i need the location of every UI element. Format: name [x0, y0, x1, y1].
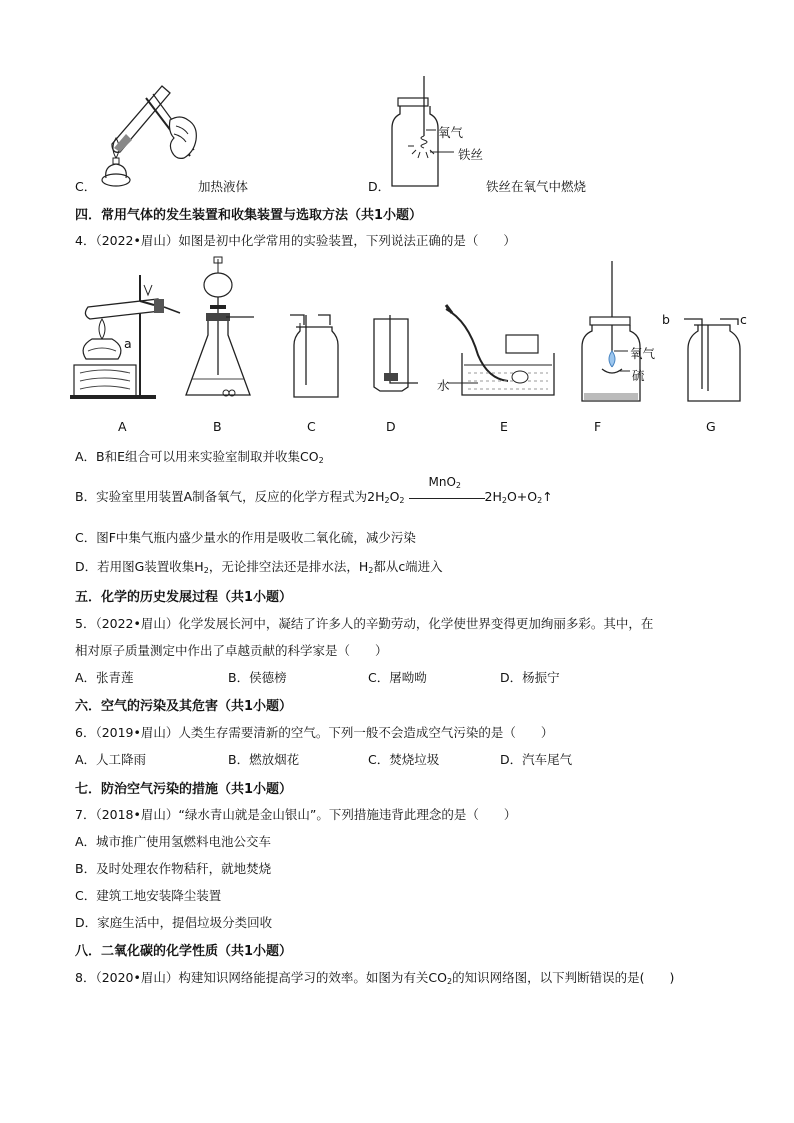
- section-4-heading: 四．常用气体的发生装置和收集装置与选取方法（共1小题）: [75, 208, 423, 223]
- q7-option-c: C．建筑工地安装降尘装置: [75, 888, 222, 903]
- q7-option-b: B．及时处理农作物秸秆，就地焚烧: [75, 861, 272, 876]
- apparatus-g: [684, 319, 740, 401]
- q6-option-a: A．人工降雨: [75, 752, 147, 767]
- section-5-heading: 五．化学的历史发展过程（共1小题）: [75, 590, 293, 605]
- q4-option-d: D．若用图G装置收集$H_2$，无论排空法还是排水法，$H_2$都从c端进入: [75, 559, 443, 575]
- section-6-heading: 六．空气的污染及其危害（共1小题）: [75, 699, 293, 714]
- q6-option-c: C．焚烧垃圾: [368, 752, 440, 767]
- label-sulfur: 硫: [632, 368, 645, 383]
- letter-g: G: [706, 419, 716, 434]
- label-water: 水: [437, 378, 450, 393]
- q4-option-b: B．实验室里用装置A制备氧气，反应的化学方程式为$2H_2O_2$ MnO$_2$ $2H_2O+O_2↑$: [75, 474, 553, 505]
- option-c-caption: 加热液体: [198, 179, 249, 194]
- letter-d: D: [386, 419, 396, 434]
- label-oxygen-f: 氧气: [630, 346, 656, 361]
- question-6: 6．（2019•眉山）人类生存需要清新的空气。下列一般不会造成空气污染的是（ ）: [75, 725, 554, 740]
- section-8-heading: 八．二氧化碳的化学性质（共1小题）: [75, 944, 293, 959]
- label-c: c: [740, 312, 747, 327]
- apparatus-e: [446, 305, 554, 395]
- apparatus-d: [374, 315, 418, 391]
- section-7-heading: 七．防治空气污染的措施（共1小题）: [75, 782, 293, 797]
- option-d-label: D．: [368, 179, 391, 194]
- q5-option-a: A．张青莲: [75, 670, 134, 685]
- question-5-line2: 相对原子质量测定中作出了卓越贡献的科学家是（ ）: [75, 643, 388, 658]
- label-b: b: [662, 312, 670, 327]
- question-8: 8．（2020•眉山）构建知识网络能提高学习的效率。如图为有关$CO_2$的知识网络图，以下判断错误的是( ): [75, 970, 675, 986]
- heating-liquid-figure: [98, 68, 208, 190]
- label-a: a: [124, 336, 132, 351]
- option-d-caption: 铁丝在氧气中燃烧: [486, 179, 587, 194]
- equation-arrow: [409, 474, 485, 505]
- q5-option-c: C．屠呦呦: [368, 670, 427, 685]
- label-iron-wire: 铁丝: [458, 147, 484, 162]
- question-7: 7．（2018•眉山）“绿水青山就是金山银山”。下列措施违背此理念的是（ ）: [75, 807, 517, 822]
- q5-option-d: D．杨振宁: [500, 670, 560, 685]
- q7-option-d: D．家庭生活中，提倡垃圾分类回收: [75, 915, 273, 930]
- catalyst: MnO$_2$: [428, 474, 461, 490]
- letter-e: E: [500, 419, 508, 434]
- q4-option-a: A．B和E组合可以用来实验室制取并收集$CO_2$: [75, 449, 324, 465]
- option-c-label: C．: [75, 179, 97, 194]
- q6-option-d: D．汽车尾气: [500, 752, 573, 767]
- letter-f: F: [594, 419, 602, 434]
- q7-option-a: A．城市推广使用氢燃料电池公交车: [75, 834, 272, 849]
- label-oxygen-top: 氧气: [438, 125, 464, 140]
- apparatus-figure: [68, 255, 758, 415]
- q6-option-b: B．燃放烟花: [228, 752, 300, 767]
- letter-c: C: [307, 419, 316, 434]
- apparatus-b: [186, 257, 254, 396]
- apparatus-c: [290, 315, 338, 397]
- q5-option-b: B．侯德榜: [228, 670, 287, 685]
- letter-a: A: [118, 419, 127, 434]
- letter-b: B: [213, 419, 222, 434]
- question-4: 4．（2022•眉山）如图是初中化学常用的实验装置，下列说法正确的是（ ）: [75, 233, 516, 248]
- question-5-line1: 5．（2022•眉山）化学发展长河中，凝结了许多人的辛勤劳动，化学使世界变得更加绚丽多彩。其中，在: [75, 616, 654, 631]
- q4-option-c: C．图F中集气瓶内盛少量水的作用是吸收二氧化硫，减少污染: [75, 530, 416, 545]
